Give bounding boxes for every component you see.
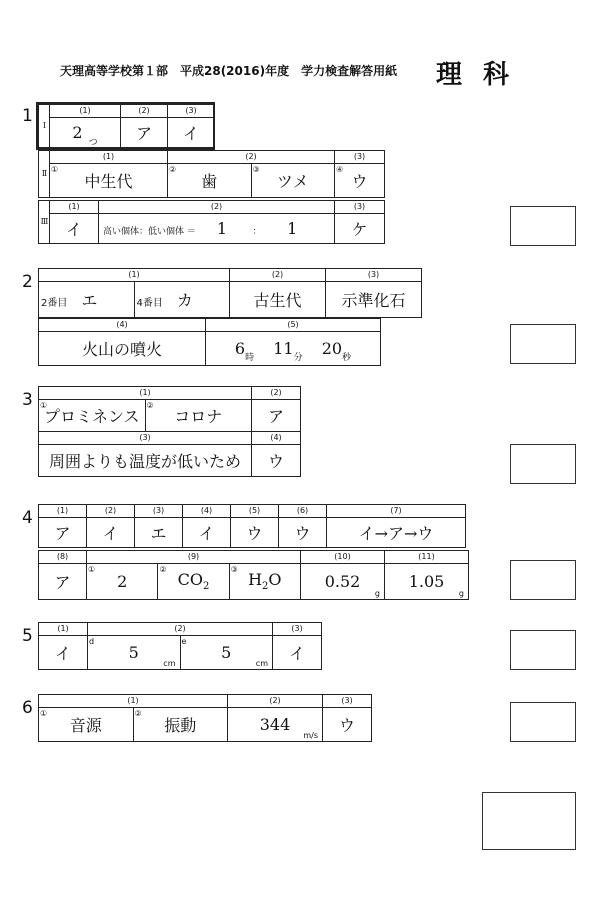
answer-q3-3: 周囲よりも温度が低いため bbox=[39, 445, 252, 477]
label-q4-10: (10) bbox=[301, 551, 385, 564]
score-box-q1 bbox=[510, 206, 576, 246]
question-number-2: 2 bbox=[22, 272, 33, 292]
question-number-3: 3 bbox=[22, 390, 33, 410]
label-q2-3: (3) bbox=[326, 269, 422, 282]
score-box-q4 bbox=[510, 560, 576, 600]
q1-section-3-table bbox=[49, 200, 385, 244]
answer-q2-4: 火山の噴火 bbox=[39, 332, 206, 366]
answer-q2-3: 示準化石 bbox=[326, 282, 422, 318]
answer-q4-5: ウ bbox=[231, 518, 279, 548]
q6-table bbox=[38, 694, 372, 742]
total-score-box bbox=[482, 792, 576, 850]
answer-q4-6: ウ bbox=[279, 518, 327, 548]
label-q4-7: (7) bbox=[327, 505, 466, 518]
label-q6-1: (1) bbox=[39, 695, 228, 708]
label-q2-5: (5) bbox=[206, 319, 381, 332]
score-box-q2 bbox=[510, 324, 576, 364]
label-1-2: (2) bbox=[121, 105, 168, 118]
answer-q2-1b: 4番目 カ bbox=[134, 282, 230, 318]
q2-top-table bbox=[38, 268, 422, 318]
q4-top-table bbox=[38, 504, 466, 548]
answer-q4-4: イ bbox=[183, 518, 231, 548]
label-3-2: (2) bbox=[99, 201, 335, 214]
answer-q4-2: イ bbox=[87, 518, 135, 548]
answer-2-4: ④ ウ bbox=[335, 164, 385, 198]
label-q5-1: (1) bbox=[39, 623, 88, 636]
answer-q4-1: ア bbox=[39, 518, 87, 548]
question-number-1: 1 bbox=[22, 106, 33, 126]
answer-q2-1a: 2番目 エ bbox=[39, 282, 135, 318]
answer-q6-2: 344 m/s bbox=[228, 708, 323, 742]
label-q5-3: (3) bbox=[273, 623, 322, 636]
answer-q6-1b: ② 振動 bbox=[133, 708, 228, 742]
answer-q4-9-3: ③ $H_2O$ bbox=[229, 564, 300, 600]
answer-q4-9-2: ② $CO_2$ bbox=[158, 564, 229, 600]
question-number-6: 6 bbox=[22, 698, 33, 718]
label-q4-5: (5) bbox=[231, 505, 279, 518]
label-q4-9: (9) bbox=[87, 551, 301, 564]
q2-bottom-table bbox=[38, 318, 381, 366]
answer-q3-2: ア bbox=[252, 400, 301, 432]
answer-1-1: $2_つ$ bbox=[50, 118, 121, 148]
score-box-q3 bbox=[510, 444, 576, 484]
answer-q6-3: ウ bbox=[323, 708, 372, 742]
question-number-4: 4 bbox=[22, 508, 33, 528]
answer-2-3: ③ ツメ bbox=[251, 164, 335, 198]
label-3-3: (3) bbox=[335, 201, 385, 214]
answer-q5-d: d 5 cm bbox=[88, 636, 181, 670]
q4-bottom-table bbox=[38, 550, 469, 600]
label-q4-8: (8) bbox=[39, 551, 87, 564]
label-q3-4: (4) bbox=[252, 432, 301, 445]
answer-3-1: イ bbox=[50, 214, 99, 244]
label-1-3: (3) bbox=[168, 105, 215, 118]
answer-2-1: ① 中生代 bbox=[50, 164, 168, 198]
q1-section-2-table bbox=[49, 150, 385, 198]
score-box-q6 bbox=[510, 702, 576, 742]
label-2-1: (1) bbox=[50, 151, 168, 164]
label-2-3: (3) bbox=[335, 151, 385, 164]
answer-q5-1: イ bbox=[39, 636, 88, 670]
answer-q5-3: イ bbox=[273, 636, 322, 670]
answer-q3-1a: ① プロミネンス bbox=[39, 400, 146, 432]
answer-q6-1a: ① 音源 bbox=[39, 708, 134, 742]
label-q6-2: (2) bbox=[228, 695, 323, 708]
answer-1-3: イ bbox=[168, 118, 215, 148]
label-q2-2: (2) bbox=[230, 269, 326, 282]
label-q3-2: (2) bbox=[252, 387, 301, 400]
answer-q2-2: 古生代 bbox=[230, 282, 326, 318]
label-q4-11: (11) bbox=[385, 551, 469, 564]
answer-q4-11: 1.05 g bbox=[385, 564, 469, 600]
answer-q3-1b: ② コロナ bbox=[145, 400, 252, 432]
q1-section-1-table bbox=[49, 104, 215, 148]
subject-title: 理 科 bbox=[436, 60, 516, 90]
roman-label-i: Ⅰ bbox=[38, 104, 50, 148]
answer-2-2: ② 歯 bbox=[168, 164, 252, 198]
answer-1-2: ア bbox=[121, 118, 168, 148]
score-box-q5 bbox=[510, 630, 576, 670]
sheet-title: 天理高等学校第１部 平成28(2016)年度 学力検査解答用紙 bbox=[60, 64, 398, 78]
answer-q5-e: e 5 cm bbox=[180, 636, 273, 670]
roman-label-iii: Ⅲ bbox=[38, 200, 50, 244]
label-q3-3: (3) bbox=[39, 432, 252, 445]
answer-3-2: 高い個体：低い個体 ＝ 1 ： 1 bbox=[99, 214, 335, 244]
label-q4-2: (2) bbox=[87, 505, 135, 518]
label-q5-2: (2) bbox=[88, 623, 273, 636]
label-1-1: (1) bbox=[50, 105, 121, 118]
label-q6-3: (3) bbox=[323, 695, 372, 708]
answer-q2-5: $6_時$ $11_分$ $20_秒$ bbox=[206, 332, 381, 366]
question-number-5: 5 bbox=[22, 626, 33, 646]
answer-q4-8: ア bbox=[39, 564, 87, 600]
answer-q4-9-1: ① 2 bbox=[87, 564, 158, 600]
answer-q4-3: エ bbox=[135, 518, 183, 548]
label-q4-6: (6) bbox=[279, 505, 327, 518]
label-q4-1: (1) bbox=[39, 505, 87, 518]
answer-q3-4: ウ bbox=[252, 445, 301, 477]
label-q2-1: (1) bbox=[39, 269, 230, 282]
answer-3-3: ケ bbox=[335, 214, 385, 244]
answer-q4-7: イ→ア→ウ bbox=[327, 518, 466, 548]
label-q2-4: (4) bbox=[39, 319, 206, 332]
label-q4-3: (3) bbox=[135, 505, 183, 518]
q5-table bbox=[38, 622, 322, 670]
roman-label-ii: Ⅱ bbox=[38, 150, 50, 198]
label-q4-4: (4) bbox=[183, 505, 231, 518]
q3-top-table bbox=[38, 386, 301, 477]
label-2-2: (2) bbox=[168, 151, 335, 164]
answer-q4-10: 0.52 g bbox=[301, 564, 385, 600]
label-q3-1: (1) bbox=[39, 387, 252, 400]
label-3-1: (1) bbox=[50, 201, 99, 214]
